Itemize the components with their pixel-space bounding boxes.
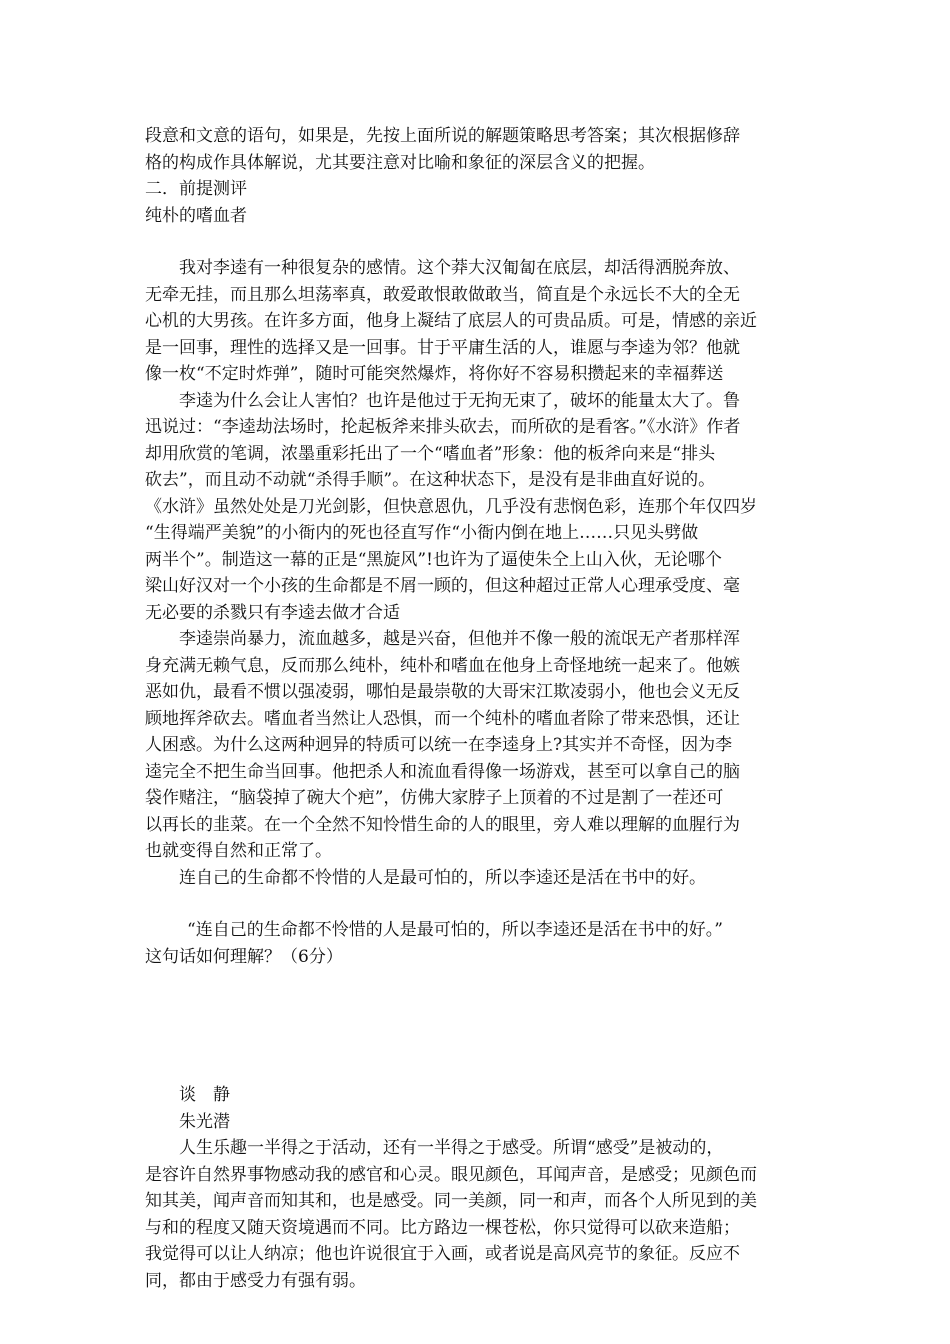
second-article-title: 谈 静	[179, 1085, 230, 1105]
question-text: 这句话如何理解？（6分）	[145, 946, 343, 967]
text-line: 无必要的杀戮只有李逵去做才合适	[145, 602, 400, 623]
text-line: 格的构成作具体解说，尤其要注意对比喻和象征的深层含义的把握。	[145, 152, 655, 173]
text-line: 李逵为什么会让人害怕？也许是他过于无拘无束了，破坏的能量太大了。鲁	[179, 390, 740, 411]
text-line: 两半个”。制造这一幕的正是“黑旋风”!也许为了逼使朱仝上山入伙，无论哪个	[145, 549, 722, 570]
text-line: 梁山好汉对一个小孩的生命都是不屑一顾的，但这种超过正常人心理承受度、毫	[145, 576, 740, 596]
text-line: 是容许自然界事物感动我的感官和心灵。眼见颜色，耳闻声音，是感受；见颜色而	[145, 1164, 757, 1185]
second-article-author: 朱光潜	[179, 1111, 230, 1132]
text-line: 与和的程度又随天资境遇而不同。比方路边一棵苍松，你只觉得可以砍来造船；	[145, 1217, 740, 1238]
spacer	[145, 970, 810, 1082]
text-line: 是一回事，理性的选择又是一回事。甘于平庸生活的人，谁愿与李逵为邻？他就	[145, 337, 740, 358]
text-line: 袋作赌注，“脑袋掉了碗大个疤”，仿佛大家脖子上顶着的不过是割了一茬还可	[145, 788, 724, 808]
paragraph-4: 连自己的生命都不怜惜的人是最可怕的，所以李逵还是活在书中的好。	[179, 867, 706, 888]
text-line: 也就变得自然和正常了。	[145, 841, 332, 861]
document-page	[145, 123, 810, 1294]
intro-text	[145, 123, 810, 176]
text-line: 身充满无赖气息，反而那么纯朴，纯朴和嗜血在他身上奇怪地统一起来了。他嫉	[145, 655, 740, 676]
text-line: 同，都由于感受力有强有弱。	[145, 1270, 366, 1291]
paragraph-1	[145, 255, 810, 388]
article-title: 纯朴的嗜血者	[145, 205, 247, 226]
text-line: 迅说过：“李逵劫法场时，抡起板斧来排头砍去，而所砍的是看客。”《水浒》作者	[145, 417, 741, 437]
text-line: 顾地挥斧砍去。嗜血者当然让人恐惧，而一个纯朴的嗜血者除了带来恐惧，还让	[145, 708, 740, 729]
text-line: 恶如仇，最看不惯以强凌弱，哪怕是最崇敬的大哥宋江欺凌弱小，他也会义无反	[145, 682, 740, 702]
text-line: 砍去”，而且动不动就“杀得手顺”。在这种状态下，是没有是非曲直好说的。	[145, 470, 716, 490]
text-line: “生得端严美貌”的小衙内的死也径直写作“小衙内倒在地上……只见头劈做	[145, 523, 699, 543]
paragraph-3	[145, 626, 810, 865]
text-line: 以再长的韭菜。在一个全然不知怜惜生命的人的眼里，旁人难以理解的血腥行为	[145, 814, 740, 835]
text-line: 心机的大男孩。在许多方面，他身上凝结了底层人的可贵品质。可是，情感的亲近	[145, 311, 757, 331]
question	[145, 917, 810, 970]
text-line: 《水浒》虽然处处是刀光剑影，但快意恩仇，几乎没有悲悯色彩，连那个年仅四岁	[145, 496, 757, 517]
text-line: 无牵无挂，而且那么坦荡率真，敢爱敢恨敢做敢当，简直是个永远长不大的全无	[145, 284, 740, 305]
text-line: 李逵崇尚暴力，流血越多，越是兴奋，但他并不像一般的流氓无产者那样浑	[179, 629, 740, 649]
text-line: 像一枚“不定时炸弹”，随时可能突然爆炸，将你好不容易积攒起来的幸福葬送	[145, 364, 724, 384]
text-line: 人困惑。为什么这两种迥异的特质可以统一在李逵身上?其实并不奇怪，因为李	[145, 735, 733, 755]
text-line: 我对李逵有一种很复杂的感情。这个莽大汉匍匐在底层，却活得洒脱奔放、	[179, 258, 740, 278]
text-line: 知其美，闻声音而知其和，也是感受。同一美颜，同一和声，而各个人所见到的美	[145, 1191, 757, 1211]
text-line: 我觉得可以让人纳凉；他也许说很宜于入画，或者说是高风亮节的象征。反应不	[145, 1244, 740, 1264]
spacer	[145, 229, 810, 255]
spacer	[145, 891, 810, 917]
text-line: 段意和文意的语句，如果是，先按上面所说的解题策略思考答案；其次根据修辞	[145, 126, 740, 146]
text-line: 逵完全不把生命当回事。他把杀人和流血看得像一场游戏，甚至可以拿自己的脑	[145, 761, 740, 782]
paragraph-2	[145, 388, 810, 627]
text-line: 却用欣赏的笔调，浓墨重彩托出了一个“嗜血者”形象：他的板斧向来是“排头	[145, 443, 716, 464]
second-paragraph	[145, 1135, 810, 1294]
text-line: 人生乐趣一半得之于活动，还有一半得之于感受。所谓“感受”是被动的，	[179, 1138, 724, 1158]
question-text: “连自己的生命都不怜惜的人是最可怕的，所以李逵还是活在书中的好。”	[187, 920, 723, 940]
section-heading: 二．前提测评	[145, 179, 247, 199]
